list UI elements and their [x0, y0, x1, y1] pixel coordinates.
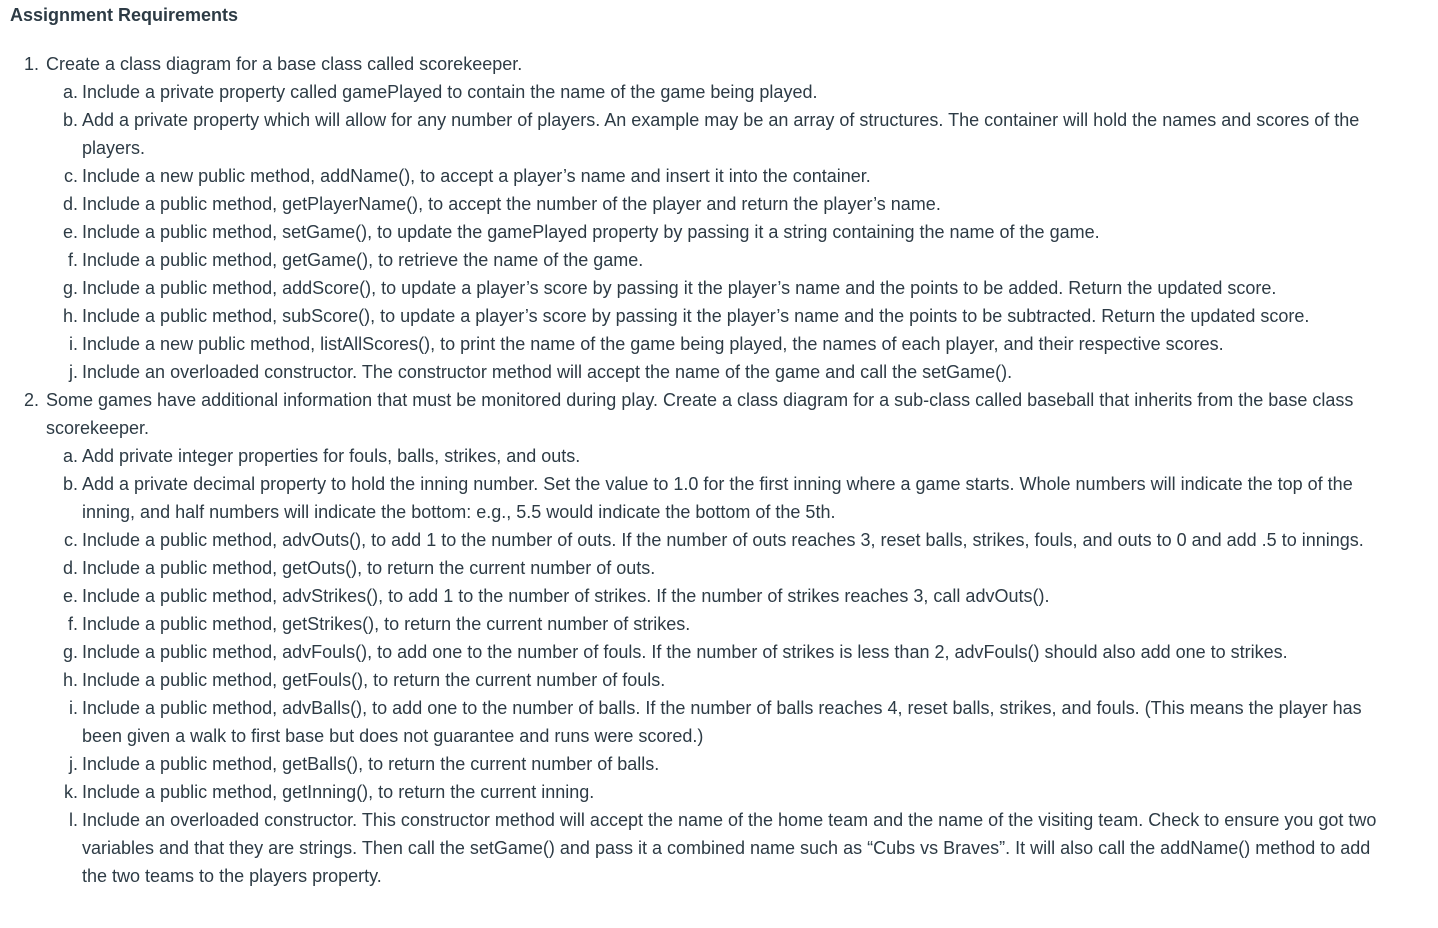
list-item: [46, 638, 1382, 666]
list-marker: e.: [62, 586, 78, 606]
list-item-text: Include an overloaded constructor. This constructor method will accept the name of the home team and the name of the visiting team. Check to ensure you got two variables and that they are strings. Then call the setGame() and pass it a combined name such as “Cubs vs Braves”. It will also call the addName() method to add the two teams to the players property.: [82, 810, 1377, 886]
list-item: [46, 274, 1382, 302]
page-title: Assignment Requirements: [10, 5, 239, 25]
list-item: [46, 218, 1382, 246]
list-marker: c.: [63, 166, 78, 186]
list-marker: g.: [62, 278, 78, 298]
list-item-text: Include a public method, advOuts(), to add 1 to the number of outs. If the number of outs reaches 3, reset balls, strikes, fouls, and outs to 0 and add .5 to innings.: [82, 530, 1364, 550]
list-item: [46, 330, 1382, 358]
list-item-text: Add private integer properties for fouls, balls, strikes, and outs.: [82, 446, 581, 466]
list-item-text: Add a private property which will allow for any number of players. An example may be an array of structures. The container will hold the names and scores of the players.: [82, 110, 1360, 158]
list-item-text: Include a public method, advBalls(), to add one to the number of balls. If the number of balls reaches 4, reset balls, strikes, and fouls. (This means the player has been given a walk to first base but does not guarantee and runs were scored.): [82, 698, 1362, 746]
list-item: [46, 610, 1382, 638]
list-marker: d.: [62, 558, 78, 578]
list-item: [46, 526, 1382, 554]
list-marker: h.: [62, 306, 78, 326]
list-item-text: Include a public method, setGame(), to update the gamePlayed property by passing it a string containing the name of the game.: [82, 222, 1100, 242]
list-item: [46, 106, 1382, 162]
list-marker: k.: [63, 782, 78, 802]
list-item-text: Include a public method, advFouls(), to add one to the number of fouls. If the number of strikes is less than 2, advFouls() should also add one to strikes.: [82, 642, 1288, 662]
sub-requirements-list: [46, 78, 1430, 386]
list-marker: i.: [69, 334, 78, 354]
list-item: [46, 750, 1382, 778]
list-item-text: Include a new public method, addName(), to accept a player’s name and insert it into the container.: [82, 166, 871, 186]
sub-requirements-list: [46, 442, 1430, 890]
list-marker: d.: [62, 194, 78, 214]
list-item-text: Include a public method, getInning(), to return the current inning.: [82, 782, 595, 802]
list-item-text: Include a public method, addScore(), to update a player’s score by passing it the player’s name and the points to be added. Return the updated score.: [82, 278, 1277, 298]
list-marker: e.: [62, 222, 78, 242]
list-item: [46, 554, 1382, 582]
list-item-text: Include a public method, subScore(), to update a player’s score by passing it the player’s name and the points to be subtracted. Return the updated score.: [82, 306, 1310, 326]
list-marker: h.: [62, 670, 78, 690]
list-item: [46, 78, 1382, 106]
list-item-text: Include a public method, getStrikes(), to return the current number of strikes.: [82, 614, 691, 634]
list-marker: a.: [62, 82, 78, 102]
list-item: [46, 442, 1382, 470]
list-item-text: Include a public method, getFouls(), to return the current number of fouls.: [82, 670, 666, 690]
list-marker: g.: [62, 642, 78, 662]
list-item-text: Include a private property called gamePlayed to contain the name of the game being played.: [82, 82, 818, 102]
requirement-item-2: [10, 386, 1430, 890]
list-item: [46, 190, 1382, 218]
list-item: [46, 806, 1382, 890]
list-marker: b.: [62, 474, 78, 494]
list-item-text: Include an overloaded constructor. The constructor method will accept the name of the game and call the setGame().: [82, 362, 1013, 382]
list-item: [46, 162, 1382, 190]
list-item-text: Include a public method, advStrikes(), to add 1 to the number of strikes. If the number of strikes reaches 3, call advOuts().: [82, 586, 1050, 606]
list-item: [46, 694, 1382, 750]
list-item: [46, 302, 1382, 330]
list-marker: 1.: [24, 54, 40, 74]
list-item-text: Include a new public method, listAllScores(), to print the name of the game being played, the names of each player, and their respective scores.: [82, 334, 1224, 354]
requirements-list: [10, 50, 1430, 890]
list-item: [46, 666, 1382, 694]
list-item-text: Include a public method, getGame(), to retrieve the name of the game.: [82, 250, 644, 270]
list-item: [46, 246, 1382, 274]
list-item-text: Include a public method, getBalls(), to return the current number of balls.: [82, 754, 660, 774]
list-item: [46, 582, 1382, 610]
requirement-text: Some games have additional information that must be monitored during play. Create a class diagram for a sub-class called baseball that inherits from the base class scorekeeper.: [46, 390, 1354, 438]
list-marker: b.: [62, 110, 78, 130]
list-marker: i.: [69, 698, 78, 718]
list-marker: j.: [69, 754, 78, 774]
requirement-item-1: [10, 50, 1430, 386]
assignment-requirements-section: [10, 0, 1430, 890]
list-marker: a.: [62, 446, 78, 466]
list-item: [46, 470, 1382, 526]
list-marker: l.: [69, 810, 78, 830]
list-item-text: Add a private decimal property to hold the inning number. Set the value to 1.0 for the first inning where a game starts. Whole numbers will indicate the top of the inning, and half numbers will indicate the bottom: e.g., 5.5 would indicate the bottom of the 5th.: [82, 474, 1353, 522]
list-marker: 2.: [24, 390, 40, 410]
list-item: [46, 778, 1382, 806]
list-item-text: Include a public method, getOuts(), to return the current number of outs.: [82, 558, 656, 578]
list-item: [46, 358, 1382, 386]
list-marker: f.: [67, 614, 78, 634]
list-item-text: Include a public method, getPlayerName(), to accept the number of the player and return the player’s name.: [82, 194, 941, 214]
list-marker: c.: [63, 530, 78, 550]
list-marker: j.: [69, 362, 78, 382]
list-marker: f.: [67, 250, 78, 270]
requirement-text: Create a class diagram for a base class called scorekeeper.: [46, 54, 523, 74]
